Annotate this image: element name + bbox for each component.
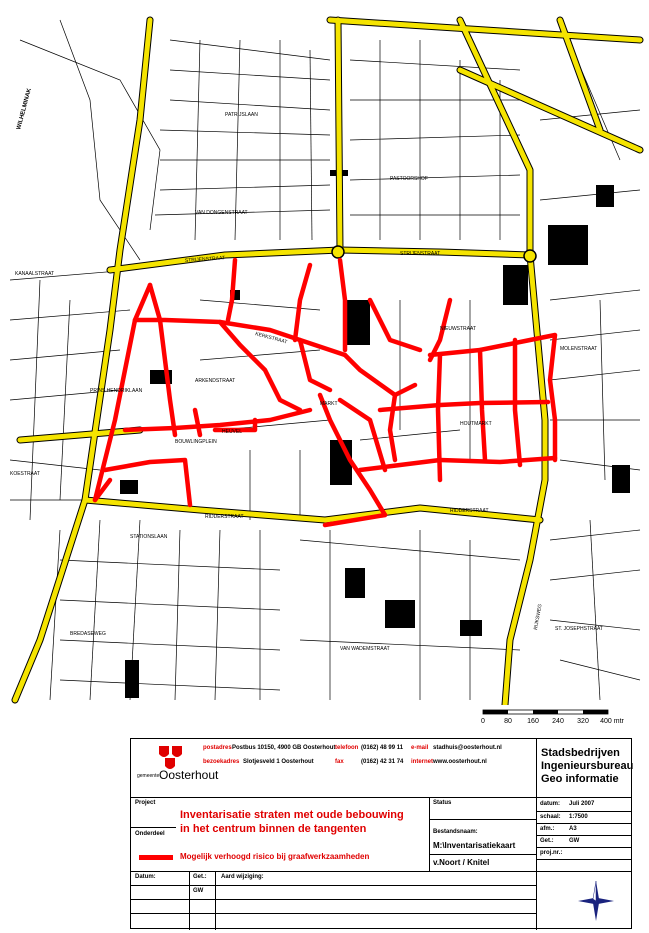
email-label: e-mail [411, 745, 429, 751]
scale-bar-graphic [478, 708, 628, 718]
municipality-name: Oosterhout [159, 768, 219, 782]
street-label: RIDDERSTRAAT [205, 514, 244, 520]
bestandsnaam-label: Bestandsnaam: [433, 829, 478, 835]
legend-text: Mogelijk verhoogd risico bij graafwerkzaamheden [180, 852, 370, 861]
telefoon-label: telefoon [335, 745, 359, 751]
street-label: VAN WADEMSTRAAT [340, 646, 390, 652]
fax-label: fax [335, 759, 344, 765]
scale-tick: 80 [504, 718, 512, 725]
street-label: KOESTRAAT [10, 471, 40, 477]
street-label: RIJKSWEG [533, 603, 544, 631]
scale-tick: 400 mtr [600, 718, 624, 725]
meta-label: proj.nr.: [540, 850, 563, 856]
street-label: HEUVEL [222, 429, 243, 435]
street-label: ST. JOSEPHSTRAAT [555, 626, 603, 632]
street-label: STATIONSLAAN [130, 534, 168, 540]
bezoekadres-label: bezoekadres [203, 759, 240, 765]
bestandsnaam-value: M:\Inventarisatiekaart [433, 841, 516, 850]
street-label: KERKSTRAAT [254, 331, 288, 346]
street-label: BREDASEWEG [70, 631, 106, 637]
revision-datum-label: Datum: [135, 874, 156, 880]
revision-get-label: Get.: [193, 874, 207, 880]
department-line: Geo informatie [541, 773, 619, 785]
street-label: NIEUWSTRAAT [440, 326, 477, 332]
meta-value: GW [569, 838, 580, 844]
meta-value: 1:7500 [569, 814, 588, 820]
legend-swatch [139, 855, 173, 860]
street-label: HOUTMARKT [460, 421, 492, 427]
internet-value[interactable]: www.oosterhout.nl [433, 759, 487, 765]
north-arrow-icon [576, 879, 616, 923]
meta-value: Juli 2007 [569, 801, 595, 807]
project-title-line1: Inventarisatie straten met oude bebouwing [180, 809, 404, 821]
scale-tick: 240 [552, 718, 564, 725]
status-label: Status [433, 800, 452, 806]
title-block [130, 738, 632, 929]
street-label: WILHELMINAK [16, 87, 33, 131]
internet-label: internet [411, 759, 434, 765]
fax-value: (0162) 42 31 74 [361, 759, 404, 765]
scale-bar [478, 708, 628, 732]
meta-label: Get.: [540, 838, 554, 844]
scale-tick: 0 [481, 718, 485, 725]
email-value[interactable]: stadhuis@oosterhout.nl [433, 745, 502, 751]
street-label: RIDDERSTRAAT [450, 508, 489, 514]
telefoon-value: (0162) 48 99 11 [361, 745, 404, 751]
street-label: MARKT [320, 401, 338, 407]
department-line: Ingenieursbureau [541, 760, 634, 772]
scale-tick: 160 [527, 718, 539, 725]
meta-label: datum: [540, 801, 560, 807]
municipality-prefix: gemeente [137, 773, 160, 779]
street-label: PRINS HENDRIKLAAN [90, 388, 143, 394]
street-label: PATRIJSLAAN [225, 112, 258, 118]
meta-value: A3 [569, 826, 577, 832]
author: v.Noort / Knitel [433, 858, 490, 867]
bezoekadres-value: Slotjesveld 1 Oosterhout [243, 759, 314, 765]
postadres-value: Postbus 10150, 4900 GB Oosterhout [232, 745, 336, 751]
street-label: STRIJENSTRAAT [184, 255, 226, 264]
meta-label: afm.: [540, 826, 555, 832]
meta-label: schaal: [540, 814, 561, 820]
scale-tick: 320 [577, 718, 589, 725]
onderdeel-label: Onderdeel [135, 831, 165, 837]
street-label: BOUWLINGPLEIN [175, 439, 217, 445]
revision-get-value: GW [193, 888, 204, 894]
department-line: Stadsbedrijven [541, 747, 620, 759]
street-label: VAN DONGENSTRAAT [195, 210, 248, 216]
project-label: Project [135, 800, 156, 806]
street-label: KANAALSTRAAT [15, 271, 55, 277]
street-label: MOLENSTRAAT [560, 346, 598, 352]
revision-aard-label: Aard wijziging: [221, 874, 264, 880]
street-label: ARKENDSTRAAT [195, 378, 236, 384]
street-label: PASTOORSHOF [390, 176, 428, 182]
street-label: STRIJENSTRAAT [400, 251, 441, 257]
project-title-line2: in het centrum binnen de tangenten [180, 823, 367, 835]
postadres-label: postadres [203, 745, 232, 751]
